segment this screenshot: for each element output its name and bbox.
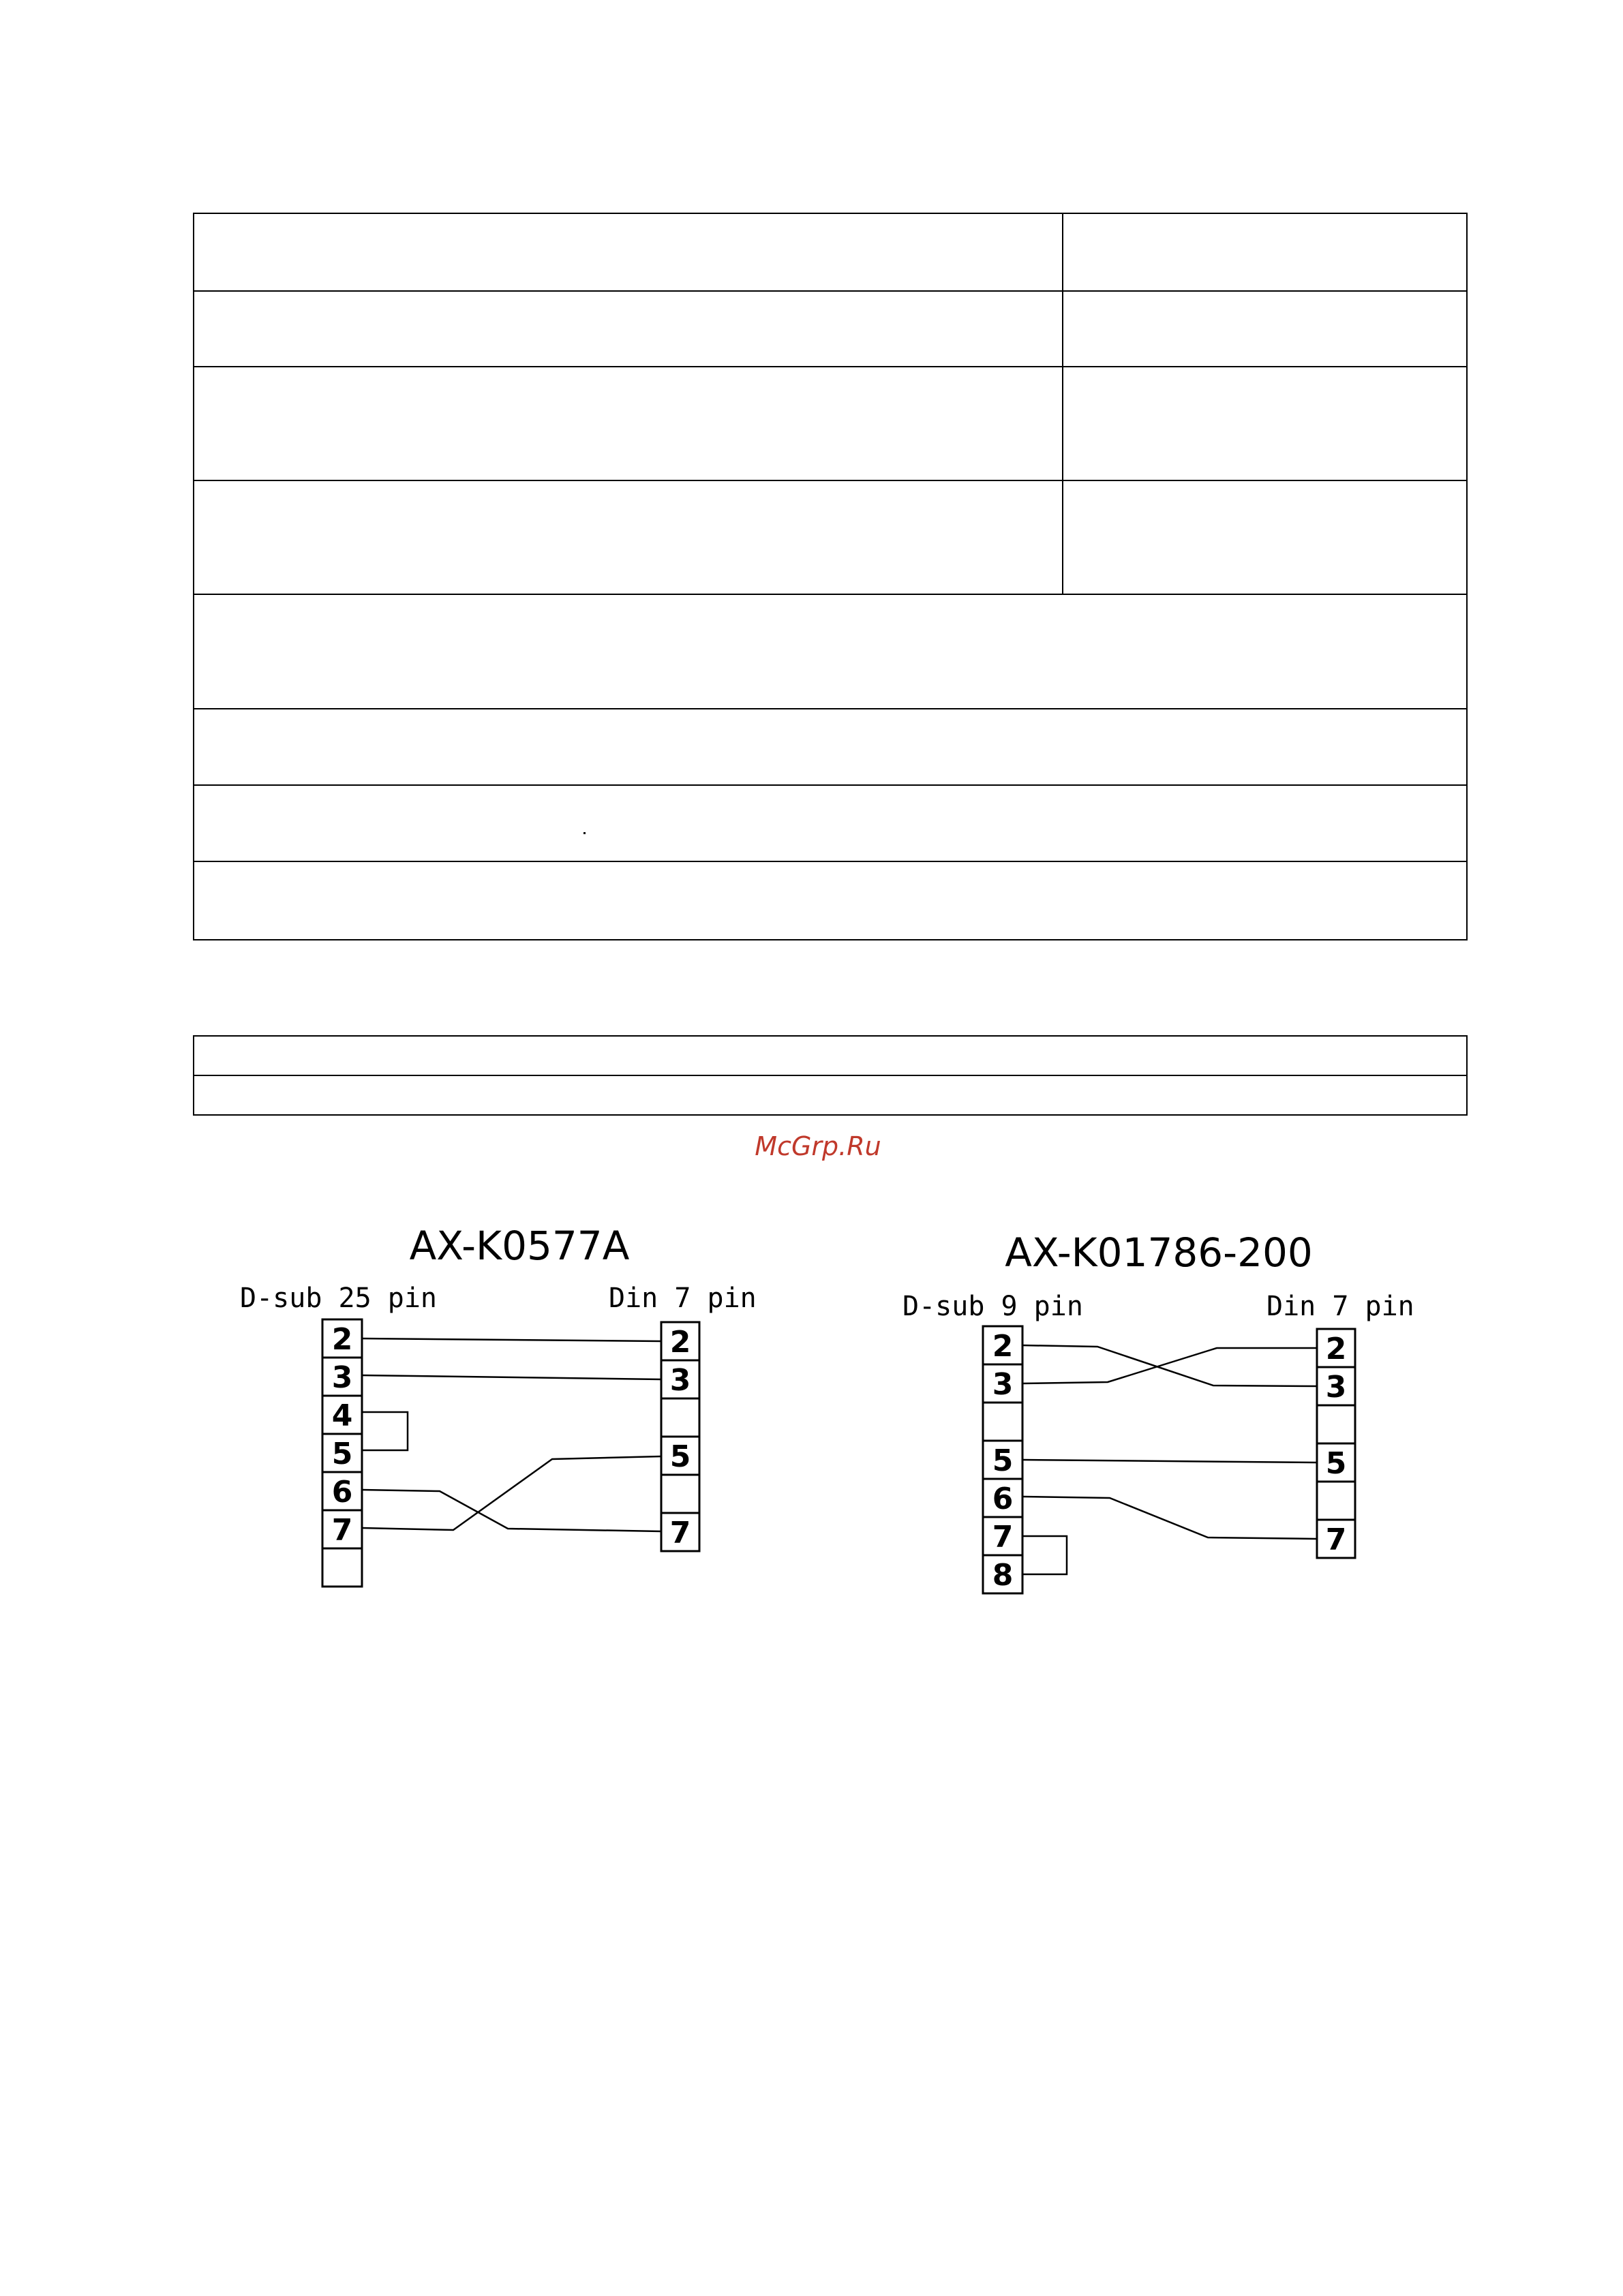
table-row: [194, 292, 1466, 367]
left-connector: [322, 1319, 362, 1587]
wires: [1022, 1345, 1317, 1574]
pin-label: 3: [669, 1363, 691, 1398]
pin-label: 7: [992, 1520, 1014, 1555]
left-connector: [983, 1326, 1022, 1593]
pin-label: 5: [1325, 1446, 1347, 1481]
wiring-diagram-ax-k01786-200: [893, 1220, 1438, 1604]
wiring-diagram-ax-k0577a: [232, 1220, 777, 1604]
diagram-title: AX-K0577A: [409, 1223, 630, 1269]
pin-label: 2: [1325, 1332, 1347, 1366]
right-connector: [661, 1322, 699, 1551]
pin-label: 2: [331, 1322, 353, 1357]
table-row: [194, 709, 1466, 786]
pin-label: 5: [331, 1437, 353, 1471]
wiring-diagram-svg: [893, 1220, 1438, 1602]
pin-label: 2: [669, 1325, 691, 1360]
pin-label: 3: [992, 1367, 1014, 1402]
table-row: [194, 481, 1466, 595]
pin-label: 5: [992, 1443, 1014, 1478]
right-connector-label: Din 7 pin: [1266, 1291, 1414, 1322]
pin-label: 5: [669, 1439, 691, 1474]
right-connector-label: Din 7 pin: [609, 1283, 757, 1314]
wires: [362, 1338, 661, 1531]
pin-label: 7: [331, 1513, 353, 1548]
table-row: [194, 862, 1466, 940]
table-row: [194, 786, 1466, 862]
pin-label: 8: [992, 1558, 1014, 1593]
right-connector: [1317, 1329, 1355, 1558]
left-connector-label: D-sub 25 pin: [240, 1283, 437, 1314]
pin-label: 3: [1325, 1370, 1347, 1405]
table-row: [194, 367, 1466, 481]
wiring-diagram-svg: [232, 1220, 777, 1602]
secondary-table: [193, 1035, 1468, 1116]
watermark: McGrp.Ru: [755, 1131, 881, 1161]
pin-label: 6: [331, 1475, 353, 1510]
pin-label: 4: [331, 1398, 353, 1433]
table-row: [194, 214, 1466, 292]
table-row: [194, 595, 1466, 709]
pin-label: 7: [669, 1516, 691, 1550]
diagram-title: AX-K01786-200: [1005, 1229, 1313, 1276]
left-connector-label: D-sub 9 pin: [902, 1291, 1083, 1322]
info-table: [193, 213, 1468, 940]
pin-label: 3: [331, 1360, 353, 1395]
pin-label: 7: [1325, 1522, 1347, 1557]
pin-label: 2: [992, 1329, 1014, 1364]
stray-dot: [583, 832, 586, 834]
pin-label: 6: [992, 1482, 1014, 1516]
